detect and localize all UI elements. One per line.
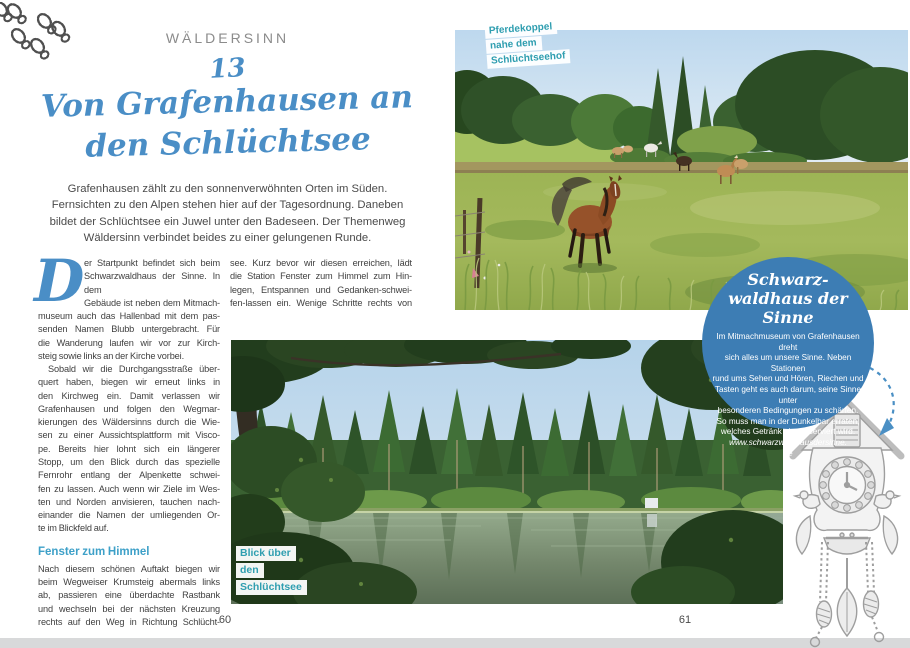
info-badge-schwarzwaldhaus: [702, 257, 874, 458]
horse-photo-caption: Pferdekoppel nahe dem Schlüchtseehof: [485, 19, 571, 70]
page-number-right: 61: [678, 614, 692, 626]
badge-url: www.schwarzwaldhausdersinne. de: [729, 437, 847, 458]
drop-cap: D: [34, 247, 85, 315]
lake-photo-caption: Blick über den Schlüchtsee: [236, 546, 307, 597]
intro-paragraph: Grafenhausen zählt zu den sonnenverwöhnten Orten im Süden. Fernsichten zu den Alpen stehen hier auf der Tagesordnung. Daneben bildet der Schlüchtsee ein Juwel unter den Badeseen. Der Themenweg Wäldersinn verbindet beides zu einer gelungenen Runde.: [49, 183, 406, 245]
horse-pasture-photo: [455, 30, 908, 310]
paragraph-3: Nach diesem schönen Auftakt biegen wir beim Wegweiser Krumsteig abermals links ab, passieren eine überdachte Rastbank und wechseln bei der nächsten Kreuzung rechts auf den Weg in Richtung Schlücht-: [38, 563, 220, 627]
page-bottom-shadow: [0, 638, 910, 648]
route-number: 13: [208, 53, 247, 85]
paragraph-2: Sobald wir die Durchgangsstraße über- quert haben, biegen wir erneut links in den Kirchweg ein. Damit verlassen wir Grafenhausen und folgen den Wegmar- kierungen des Wäldersinns durch die Wie- sen zu einer Aussichtsplattform mit Visco- pe. Bereits hier lohnt sich ein längerer Stopp, um den Blick durch das spezielle Fernrohr entlang der Alpenkette schwei- fen zu lassen. Auch wenn wir Ziele im Wes- ten und Norden anvisieren, tauchen nach- einander die Namen der umliegenden Or- te im Blickfeld auf.: [38, 364, 220, 534]
body-column-1: [38, 257, 220, 629]
lake-photo: [231, 340, 783, 604]
section-kicker: WÄLDERSINN: [165, 30, 290, 46]
badge-title: Schwarz- waldhaus der Sinne: [728, 270, 848, 327]
paragraph-1-head: er Startpunkt befindet sich beim Schwarzwaldhaus der Sinne. In dem Gebäude ist neben dem Mitmach-: [84, 258, 220, 308]
page-title: Von Grafenhausen an den Schlüchtsee: [40, 79, 414, 165]
body-column-2: [230, 257, 412, 310]
badge-body-text: Im Mitmachmuseum von Grafenhausen dreht sich alles um unsere Sinne. Neben Stationen rund ums Sehen und Hören, Riechen und Tasten geht es auch darum, seine Sinne unter besonderen Bedingungen zu schärfen. So muss man in der Dunkelbar erraten, welches Getränk einem serviert wird.: [712, 332, 864, 437]
page-number-left: 60: [218, 614, 232, 626]
paragraph-4: see. Kurz bevor wir diesen erreichen, lädt die Station Fenster zum Himmel zum Hin- legen, Entspannen und Gedanken-schwei- fen-lassen ein. Wenige Schritte rechts von: [230, 258, 412, 308]
dashed-arrow-icon: [852, 360, 910, 450]
paragraph-1-rest: museum auch das Hallenbad mit dem pas- senden Namen Blubb untergebracht. Für die Wanderung laufen wir vor zur Kirch- steig sowie links an der Kirche vorbei.: [38, 311, 220, 361]
subheading-fenster-zum-himmel: Fenster zum Himmel: [38, 545, 150, 558]
